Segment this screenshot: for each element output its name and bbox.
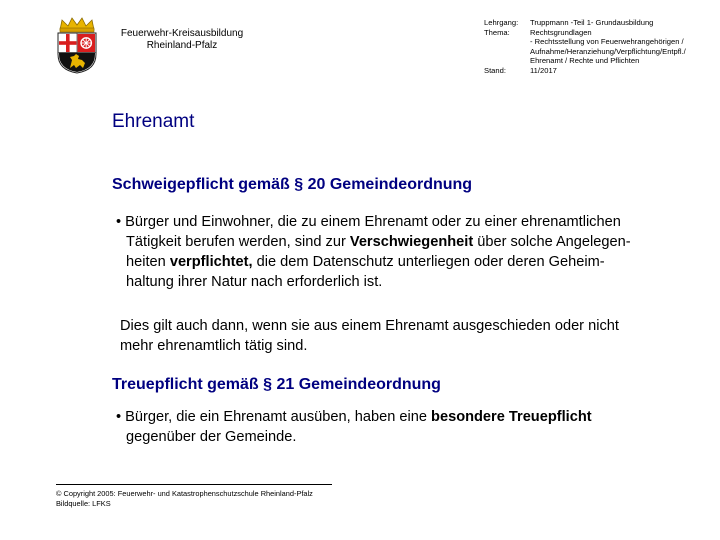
footer: [56, 489, 313, 509]
slide-title: Ehrenamt: [112, 111, 195, 132]
p2-line-2: mehr ehrenamtlich tätig sind.: [120, 338, 308, 354]
course-label: Lehrgang:: [484, 18, 519, 27]
organization-name: [112, 28, 252, 52]
section-heading-schweigepflicht: Schweigepflicht gemäß § 20 Gemeindeordnung: [112, 176, 473, 193]
p1-line-3-text-a: heiten: [126, 254, 170, 270]
p1-line-3-bold: verpflichtet,: [169, 254, 253, 270]
p1-line-2-text-b: über solche Angelegen-: [473, 234, 631, 250]
p1-line-2-bold: Verschwiegenheit: [349, 234, 474, 250]
p1-line-3-text-b: die dem Datenschutz unterliegen oder deren Geheim-: [252, 254, 605, 270]
footer-divider: [56, 484, 332, 485]
p1-line-3: [116, 252, 676, 272]
p3-line-2: gegenüber der Gemeinde.: [126, 429, 297, 445]
topic-line-1: Rechtsgrundlagen: [530, 27, 592, 37]
date-label: Stand:: [484, 65, 506, 75]
paragraph-treuepflicht: [116, 407, 676, 447]
p1-line-2: [116, 232, 676, 252]
coat-of-arms-icon: [54, 16, 100, 74]
paragraph-ausgeschieden: [120, 316, 680, 356]
paragraph-schweigepflicht: [116, 212, 676, 292]
copyright-text: © Copyright 2005: Feuerwehr- und Katastrophenschutzschule Rheinland-Pfalz: [56, 489, 313, 498]
course-metadata: [484, 18, 686, 76]
p3-line-1-bold: besondere Treuepflicht: [431, 409, 592, 425]
topic-line-2: - Rechtsstellung von Feuerwehrangehörigen /: [530, 37, 684, 47]
p1-line-4: haltung ihrer Natur nach erforderlich ist.: [126, 274, 383, 290]
org-line-1: Feuerwehr-Kreisausbildung: [120, 28, 244, 39]
course-value: Truppmann -Teil 1- Grundausbildung: [530, 18, 654, 27]
topic-label: Thema:: [484, 27, 510, 37]
topic-line-3: Aufnahme/Heranziehung/Verpflichtung/Entpfl./: [530, 46, 686, 56]
section-heading-treuepflicht: Treuepflicht gemäß § 21 Gemeindeordnung: [112, 376, 441, 393]
p3-line-1: [116, 407, 676, 427]
p3-line-1-text: • Bürger, die ein Ehrenamt ausüben, haben eine: [116, 409, 432, 425]
image-source-text: Bildquelle: LFKS: [56, 499, 111, 508]
p2-line-1: Dies gilt auch dann, wenn sie aus einem Ehrenamt ausgeschieden oder nicht: [120, 318, 619, 334]
topic-line-4: Ehrenamt / Rechte und Pflichten: [530, 56, 640, 66]
p1-line-2-text-a: Tätigkeit berufen werden, sind zur: [126, 234, 350, 250]
crown-icon: [60, 18, 94, 32]
p1-line-1: • Bürger und Einwohner, die zu einem Ehrenamt oder zu einer ehrenamtlichen: [116, 214, 621, 230]
date-value: 11/2017: [530, 65, 557, 75]
org-line-2: Rheinland-Pfalz: [146, 40, 218, 51]
